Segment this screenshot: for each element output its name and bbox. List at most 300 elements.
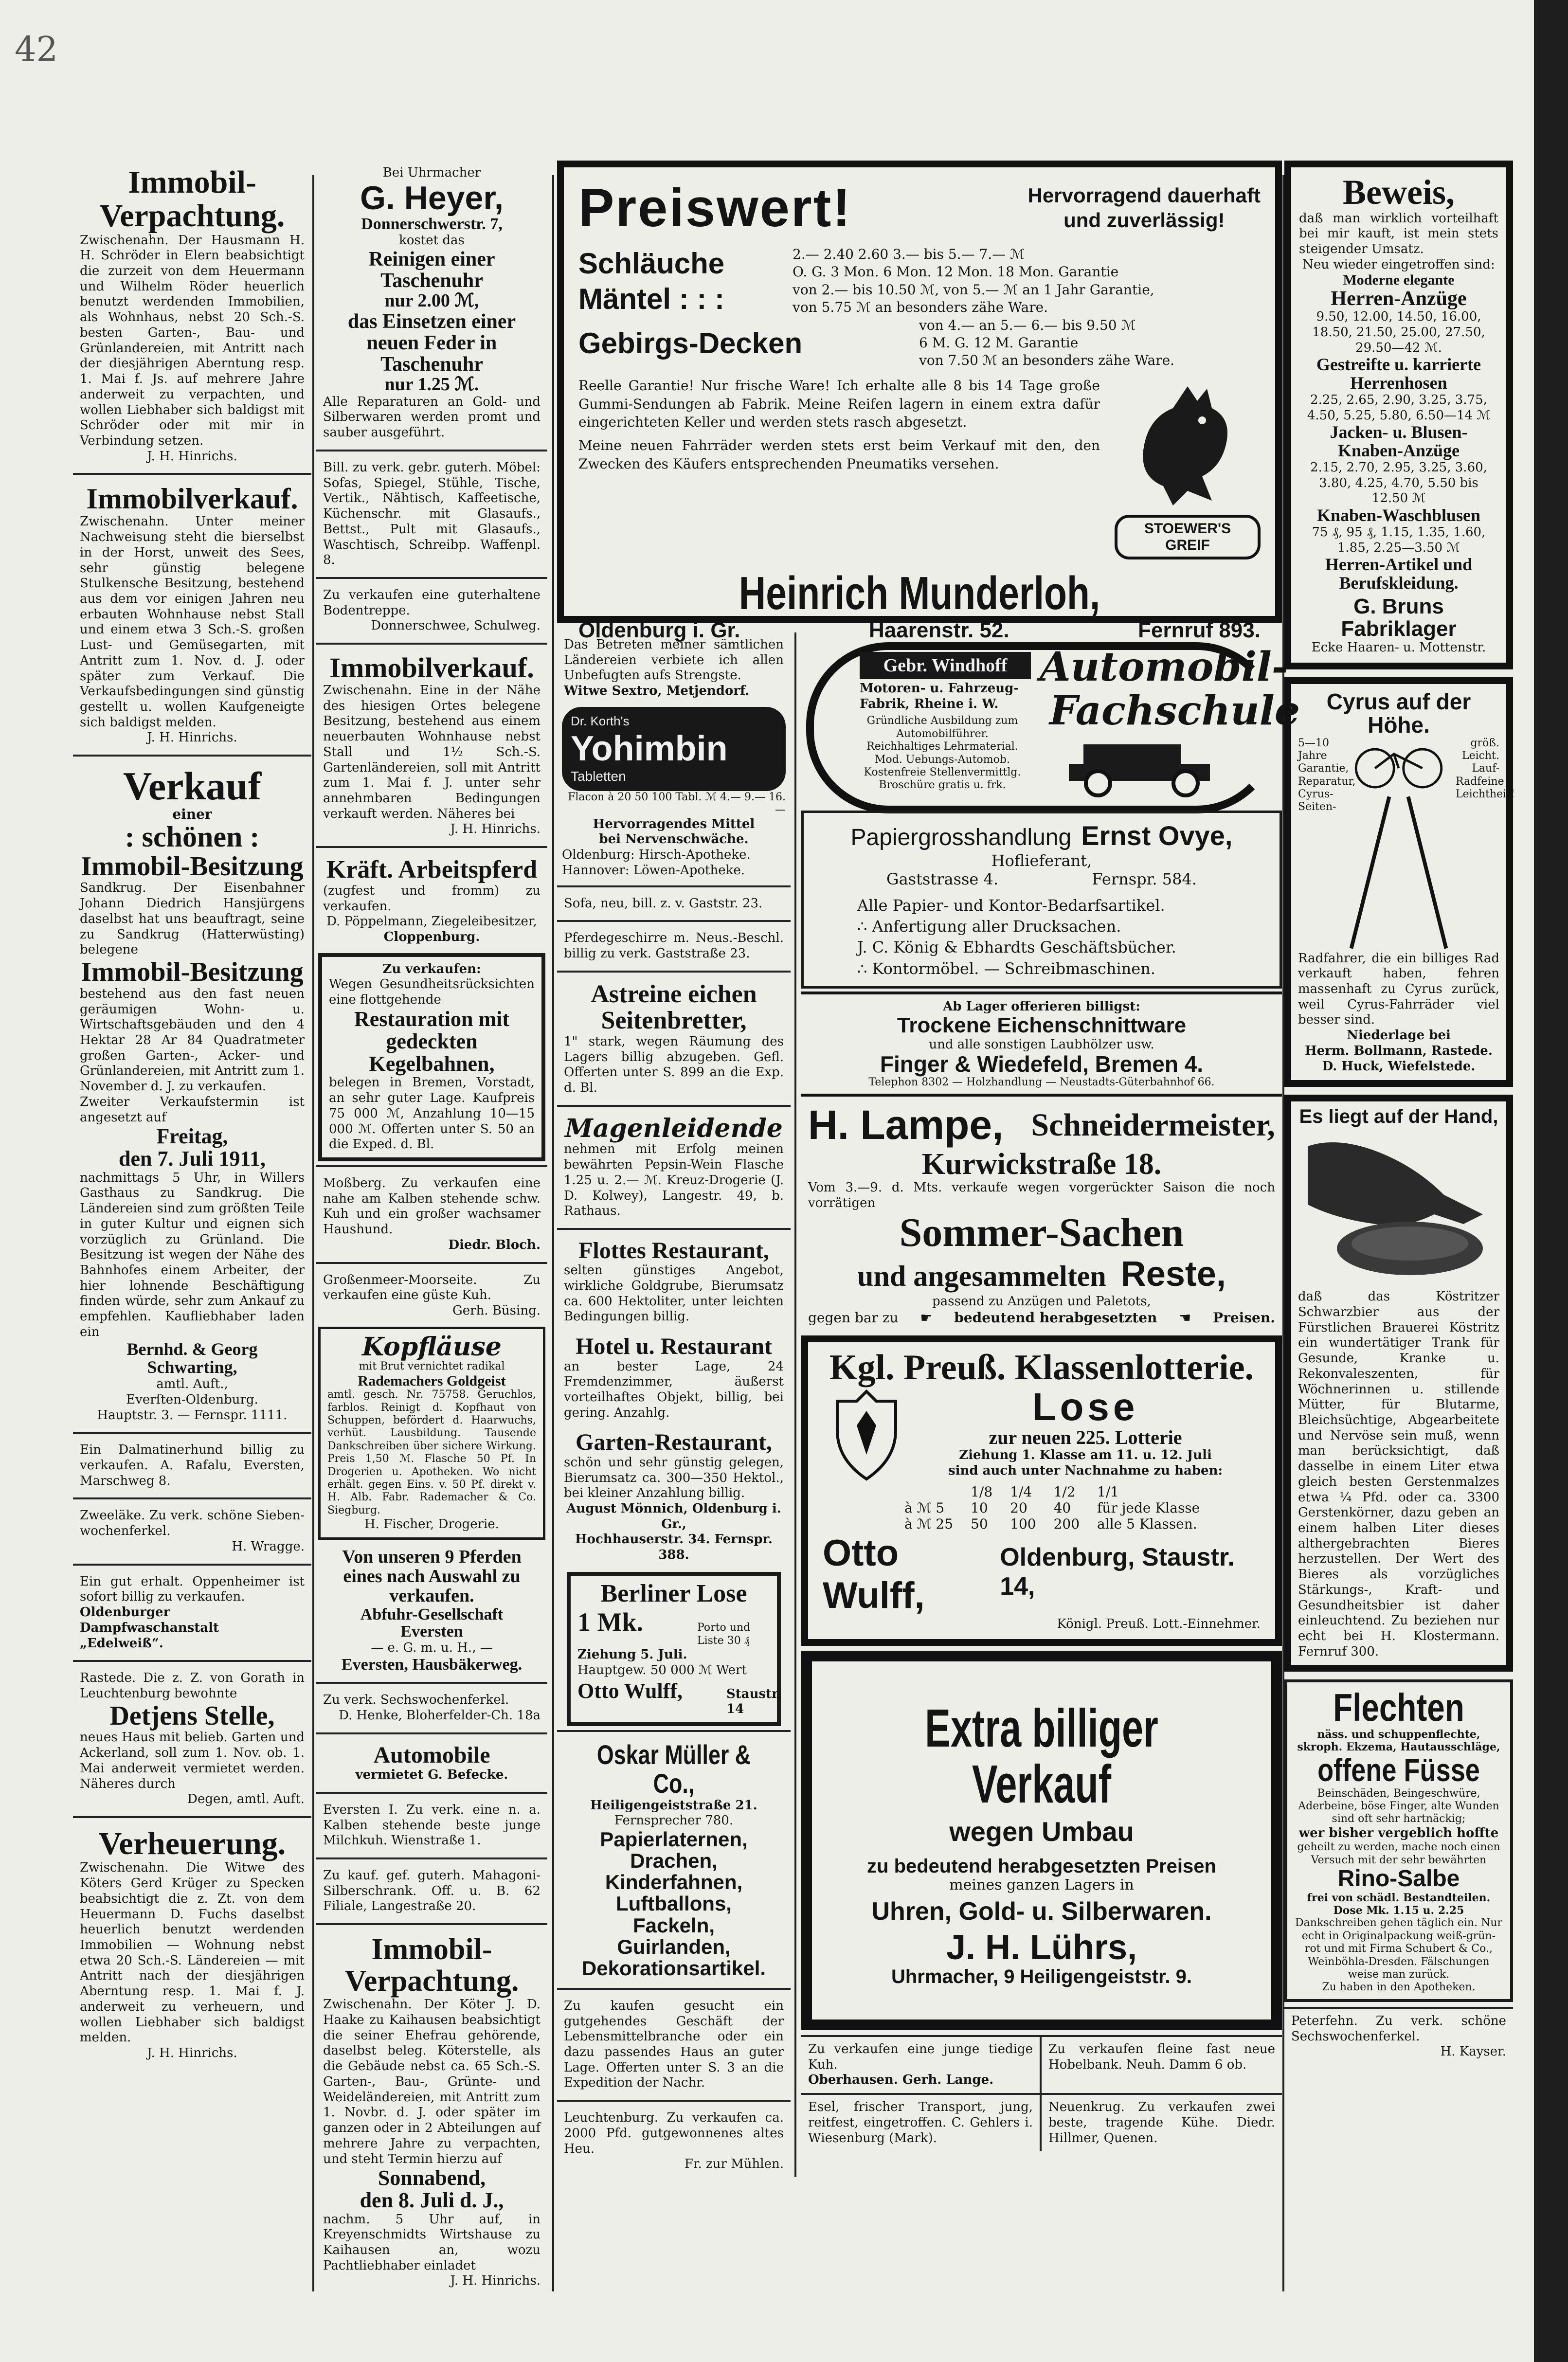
ad-date: Freitag, [156, 1124, 228, 1149]
ad-signature: Hochhauserstr. 34. Fernspr. 388. [575, 1532, 773, 1563]
ad-text: nehmen mit Erfolg meinen bewährten Pepsin-Wein Flasche 1.25 u. 2.— ℳ. Kreuz-Drogerie (J. D. Kolwey), Langestr. 49, b. Rathaus. [564, 1142, 784, 1219]
stoewer-logo [1115, 377, 1261, 559]
ad-date: den 8. Juli d. J., [360, 2188, 504, 2213]
ad-neuenkrug [1042, 2095, 1282, 2151]
ad-text: mit Brut vernichtet radikal [359, 1360, 505, 1373]
ad-oskar-mueller [557, 1736, 791, 1984]
ad-text: nachm. 5 Uhr auf, in Kreyenschmidts Wirtshause zu Kaihausen an, wozu Pachtliebhaber einladet [323, 2212, 541, 2273]
ad-street: Haarenstr. 52. [868, 618, 1009, 642]
ad-signature: Fr. zur Mühlen. [684, 2157, 784, 2172]
ad-immobil-verpachtung [73, 161, 311, 469]
ad-signature: D. Henke, Bloherfelder-Ch. 18a [339, 1708, 541, 1723]
ad-text: Hauptgew. 50 000 ℳ Wert [577, 1662, 747, 1677]
ad-signature: Cloppenburg. [383, 929, 480, 944]
ad-text: Reelle Garantie! Nur frische Ware! Ich erhalte alle 8 bis 14 Tage große Gummi-Sendungen ab Fabrik. Meine Reifen lagern in einem extra dafür eingerichteten Keller und werden stets rasch abgesetzt. [578, 377, 1100, 431]
ad-text: Telephon 8302 — Holzhandlung — Neustadts-Güterbahnhof 66. [868, 1076, 1215, 1088]
ad-ferkel [73, 1503, 311, 1559]
ad-finger-wiedefeld [801, 992, 1282, 1097]
row-terms: von 7.50 ℳ an besonders zähe Ware. [919, 352, 1175, 369]
ad-text: zur neuen 225. Lotterie [989, 1426, 1182, 1449]
ad-address: Kurwickstraße 18. [921, 1148, 1162, 1181]
ad-title: Extra billiger Verkauf [925, 1698, 1158, 1815]
ad-text: schön und sehr günstig gelegen, Bierumsatz ca. 300—350 Hektol., bei kleiner Anzahlung billig. [564, 1455, 784, 1501]
ad-text: Zu verkaufen fleine fast neue Hobelbank. Neuh. Damm 6 ob. [1048, 2041, 1275, 2072]
ad-text: Reste, [1120, 1254, 1226, 1294]
ad-subtitle: Lose [1032, 1385, 1139, 1429]
column-1 [73, 161, 311, 2066]
ad-ovye [801, 811, 1282, 989]
ad-verheuerung [73, 1822, 311, 2066]
ad-title: Immobilverkauf. [329, 652, 534, 684]
ad-text: passend zu Anzügen und Paletots, [932, 1294, 1151, 1309]
scan-edge [1534, 0, 1568, 2362]
prices: Flacon à 20 50 100 Tabl. ℳ 4.— 9.— 16.— [568, 791, 786, 816]
ad-rino-salbe [1284, 1679, 1513, 2002]
ad-pferdegeschirre [557, 926, 791, 966]
ad-kopflaeuse [318, 1327, 545, 1540]
pointing-hand-icon: ☚ [1179, 1309, 1191, 1326]
ad-text: bedeutend herabgesetzten [954, 1309, 1157, 1326]
ad-text: Zweeläke. Zu verk. schöne Sieben-wochenferkel. [80, 1508, 305, 1539]
table-cell-spacer [896, 1484, 962, 1500]
ad-title: Restauration mit gedeckten Kegelbahnen, [354, 1007, 509, 1076]
table-cell: alle 5 Klassen. [1097, 1516, 1197, 1533]
ad-text: Moßberg. Zu verkaufen eine nahe am Kalben stehende schw. Kuh und ein großer wachsamer Haushund. [323, 1175, 541, 1237]
ad-signature: Diedr. Bloch. [448, 1237, 541, 1252]
ad-text: Neuenkrug. Zu verkaufen zwei beste, tragende Kühe. Diedr. Hillmer, Quenen. [1048, 2100, 1275, 2146]
table-cell: à ℳ 5 [904, 1500, 945, 1516]
ad-text: Reinigen einer Taschenuhr [368, 248, 495, 292]
ad-verkauf-besitzung [73, 760, 311, 1428]
row-label: Mäntel : : : [578, 282, 724, 315]
ad-text: Zwischenahn. Eine in der Nähe des hiesigen Ortes belegene Besitzung, bestehend aus einem neuerbauten Wohnhause nebst Stall und 1½ Sch.-S. Gartenländereien, soll mit Antritt zum 1. Mai f. J. unter sehr annehmbaren Bedingungen verkauft werden. Näheres bei [323, 683, 541, 821]
ad-text: Zwischenahn. Der Köter J. D. Haake zu Kaihausen beabsichtigt die seiner Ehefrau gehörende, daselbst beleg. Köterstelle, als die Gebäude nebst ca. 65 Sch.-S. Garten-, Bau-, Grünte- und Weideländereien, mit Antritt zum 1. Novbr. d. J. oder später im ganzen oder in 2 Abteilungen auf mehrere Jahre zu verpachten, und steht Termin hierzu auf [323, 1997, 541, 2166]
table-header-cell: 1/4 [1010, 1484, 1032, 1500]
ad-phone: Fernruf 893. [1138, 618, 1261, 642]
ad-signature: Hauptstr. 3. — Fernspr. 1111. [97, 1407, 288, 1423]
ad-text: Gründliche Ausbildung zum Automobilführer. Reichhaltiges Lehrmaterial. Mod. Uebungs-Automob. Kostenfreie Stellenvermittlg. Broschüre gratis u. frk. [864, 715, 1021, 792]
ad-pre: Zu verkaufen: [382, 961, 481, 976]
ad-text: bei Nervenschwäche. [599, 832, 749, 847]
ad-title: Automobile [373, 1742, 490, 1768]
ad-city: Oldenburg i. Gr. [578, 618, 740, 642]
table-header-cell: 1/1 [1097, 1484, 1119, 1500]
ad-text: und angesammelten [857, 1260, 1106, 1292]
ad-subtitle: und zuverlässig! [1063, 208, 1225, 232]
ad-text: Rastede. Die z. Z. von Gorath in Leuchtenburg bewohnte [80, 1671, 305, 1701]
ad-text: Königl. Preuß. Lott.-Einnehmer. [1057, 1617, 1261, 1632]
column-3 [557, 161, 1300, 2177]
ad-subtitle: einer [172, 806, 212, 823]
ad-lampe [801, 1097, 1282, 1330]
ad-text: Herm. Bollmann, Rastede. [1305, 1043, 1493, 1058]
column-rule [312, 175, 314, 2291]
ad-windhoff [801, 632, 1300, 808]
ad-name: Ernst Ovye, [1081, 820, 1233, 851]
ad-address: Oldenburg, Staustr. 14, [1000, 1543, 1235, 1601]
subcolumn-left [557, 632, 796, 2177]
item-list [564, 1829, 784, 1979]
ad-title: Verkauf [123, 764, 261, 809]
product-sub: Tabletten [571, 768, 626, 784]
ad-text: näss. und schuppenflechte, skroph. Ekzema, Hautausschläge, [1297, 1728, 1500, 1753]
ad-text: Sofa, neu, bill. z. v. Gaststr. 23. [564, 896, 763, 911]
ad-garten [557, 1425, 791, 1568]
ad-magenleiden [557, 1111, 791, 1224]
brand: Dr. Korth's [571, 713, 630, 728]
ad-text: größ. Leicht. Lauf-Radfeine Leichtheit! [1456, 737, 1515, 801]
subcolumn-right [796, 632, 1300, 2177]
ad-munderloh [557, 161, 1282, 642]
column-4 [1284, 161, 1513, 2065]
list-item: Kinderfahnen, [605, 1871, 743, 1894]
row-label: Schläuche [578, 247, 725, 280]
ad-title: Trockene Eichenschnittware [897, 1013, 1187, 1038]
row-label: Gebirgs-Decken [578, 326, 803, 360]
ad-date: Sonnabend, [378, 2166, 486, 2190]
firm-name: Gebr. Windhoff [883, 655, 1008, 676]
ad-title: Flechten [1333, 1685, 1464, 1729]
ad-text: Neu wieder eingetroffen sind: [1302, 257, 1495, 272]
page-number: 42 [15, 29, 58, 69]
ad-prices: 2.25, 2.65, 2.90, 3.25, 3.75, 4.50, 5.25, 5.80, 6.50—14 ℳ [1307, 392, 1491, 423]
ad-text: Zwischenahn. Unter meiner Nachweisung steht die bierselbst in der Horst, unweit des Sees, sehr günstig belegene Stulkensche Besitzung, bestehend aus dem vor einigen Jahren neu erbauten Wohnhause nebst Stall und einem etwa 3 Sch.-S. großen Lust- und Gemüsegarten, mit Antritt zum 1. Nov. d. J. oder später zum Verkauf. Die Verkaufsbedingungen sind günstig gestellt u. wollen Kaufgeneigte sich baldigst melden. [80, 514, 305, 730]
ad-moebel [316, 455, 547, 573]
ad-prices: 9.50, 12.00, 14.50, 16.00, 18.50, 21.50, 25.00, 27.50, 29.50—42 ℳ. [1312, 309, 1485, 355]
ad-text: Niederlage bei [1347, 1028, 1451, 1043]
ad-lebensmittel [557, 1994, 791, 2096]
ad-subtitle: Immobil-Besitzung [81, 957, 304, 988]
list-item: Guirlanden, [617, 1935, 731, 1958]
ad-text: vermietet G. Befecke. [355, 1767, 508, 1783]
ad-kuh-oberhausen [801, 2037, 1042, 2093]
hand-with-grain-icon [1298, 1127, 1502, 1287]
ad-signature: J. H. Hinrichs. [147, 730, 237, 745]
ad-subtitle: offene Füsse [1317, 1752, 1480, 1788]
price: 1 Mk. [577, 1607, 643, 1637]
ad-text: Motoren- u. Fahrzeug- [860, 681, 1019, 696]
ad-prices: 75 ₰, 95 ₰, 1.15, 1.35, 1.60, 1.85, 2.25—3.50 ℳ [1312, 524, 1486, 555]
ad-title: Cyrus auf der Höhe. [1326, 688, 1471, 738]
ad-text: Zu kauf. gef. guterh. Mahagoni-Silberschrank. Off. u. B. 62 Filiale, Langestraße 20. [323, 1868, 541, 1914]
logo-text: STOEWER'S [1144, 520, 1231, 537]
row-terms: 6 M. G. 12 M. Garantie [919, 334, 1079, 351]
pointing-hand-icon: ☛ [920, 1309, 933, 1326]
ad-text: nachmittags 5 Uhr, in Willers Gasthaus zu Sandkrug. Die Ländereien sind zum größten Teile in guter Kultur und eignen sich vorzüglich zu Grünland. Die Besitzung ist wegen der Nähe des Bahnhofes einem Arbeiter, der hier lohnende Beschäftigung finden würde, sehr zum Ankauf zu empfehlen. Kaufliebhaber laden ein [80, 1170, 305, 1339]
ad-text: bestehend aus den fast neuen geräumigen Wohn- u. Wirtschaftsgebäuden und den 4 Hektar 28 Ar 84 Quadratmeter großen Garten-, Acker- und Grünlandereien, mit Antritt zum 1. November d. J. zu verkaufen. [80, 986, 305, 1094]
ad-signature: August Mönnich, Oldenburg i. Gr., [566, 1501, 781, 1532]
table-cell: 40 [1053, 1500, 1071, 1516]
ad-signature: Oldenburger Dampfwaschanstalt „Edelweiß“. [80, 1605, 219, 1651]
ad-text: Fabrik, Rheine i. W. [860, 696, 999, 711]
ad-text: Vom 3.—9. d. Mts. verkaufe wegen vorgerückter Saison die noch vorrätigen [808, 1180, 1275, 1210]
ad-text: Zu kaufen gesucht ein gutgehendes Geschäft der Lebensmittelbranche oder ein dazu passendes Haus an guter Lage. Offerten unter S. 3 an die Expedition der Nachr. [564, 1998, 784, 2091]
ad-prices: 2.15, 2.70, 2.95, 3.25, 3.60, 3.80, 4.25, 4.70, 5.50 bis 12.50 ℳ [1310, 460, 1487, 506]
ad-signature: J. H. Hinrichs. [450, 2273, 541, 2289]
ad-milchkuh [316, 1798, 547, 1854]
ad-text: amtl. gesch. Nr. 75758. Geruchlos, farblos. Reinigt d. Kopfhaut von Schuppen, befördert d. Haarwuchs, verhüt. Lausbildung. Tausende Dankschreiben über sichere Wirkung. Preis 1,50 ℳ. Flasche 50 Pf. In Drogerien u. Apotheken. Wo nicht erhält. gegen Eins. v. 50 Pf. direkt v. H. Alb. Fabr. Rademacher & Co. Siegburg. [327, 1388, 536, 1516]
ad-title: Immobilverkauf. [86, 483, 298, 515]
ad-text: wer bisher vergeblich hoffte [1298, 1825, 1499, 1840]
ad-text: Das Betreten meiner sämtlichen Ländereien verbiete ich allen Unbefugten aufs Strengste. [564, 637, 784, 683]
ad-signature: Oberhausen. Gerh. Lange. [808, 2073, 994, 2088]
ad-date: den 7. Juli 1911, [119, 1147, 266, 1171]
ad-berliner-lose [567, 1572, 781, 1726]
ad-title: Immobil-Verpachtung. [99, 164, 285, 234]
ad-oppenheimer [73, 1569, 311, 1657]
ad-subtitle: Herren-Artikel und Berufskleidung. [1325, 555, 1473, 593]
ad-title: Es liegt auf der Hand, [1299, 1106, 1498, 1128]
table-cell: 100 [1010, 1516, 1036, 1533]
ad-signature: Degen, amtl. Auft. [187, 1792, 305, 1807]
ad-koestritzer [1284, 1095, 1513, 1671]
ad-subtitle: Gestreifte u. karrierte Herrenhosen [1316, 355, 1481, 393]
ad-text: (zugfest und fromm) zu verkaufen. [323, 883, 541, 914]
product-name: Yohimbin [571, 729, 728, 768]
ad-text: Großenmeer-Moorseite. Zu verkaufen eine güste Kuh. [323, 1272, 541, 1303]
ad-text: Uhren, Gold- u. Silberwaren. [871, 1897, 1212, 1926]
ad-esel [801, 2095, 1042, 2151]
ad-text: Leuchtenburg. Zu verkaufen ca. 2000 Pfd. gutgewonnenes altes Heu. [564, 2110, 784, 2156]
ad-item: ∴ Anfertigung aller Drucksachen. [857, 917, 1121, 936]
ad-title: Magenleidende [565, 1113, 783, 1143]
ad-text: Zwischenahn. Die Witwe des Köters Gerd Krüger zu Specken beabsichtigt die z. Zt. von dem Heuermann D. Fuchs daselbst heuerlich benutzt werdenden Immobilien — Wohnung nebst etwa 20 Sch.-S. Ländereien — mit Antritt nach der diesjährigen Aberntung resp. 1. Mai f. J. anderweit zu verheuern, und wollen Liebhaber sich baldigst melden. [80, 1860, 305, 2045]
ad-text: Ziehung 5. Juli. [577, 1647, 687, 1662]
ad-signature: Donnerschwee, Schulweg. [371, 618, 541, 633]
ad-title: Garten-Restaurant, [576, 1429, 772, 1456]
ad-text: zu bedeutend herabgesetzten Preisen [867, 1855, 1216, 1877]
ad-text: Zu verk. Sechswochenferkel. [323, 1693, 509, 1708]
ad-subtitle: Immobil-Besitzung [81, 851, 304, 882]
ad-pferde [316, 1543, 547, 1678]
ad-text: Wegen Gesundheitsrücksichten eine flottgehende [329, 977, 535, 1008]
coat-of-arms-icon [823, 1387, 910, 1484]
ad-text: das Einsetzen einer neuen Feder in Taschenuhr [347, 310, 516, 376]
ad-immobilverkauf-2 [316, 649, 547, 842]
ad-trade: Schneidermeister, [1031, 1107, 1275, 1143]
ad-silberschrank [316, 1863, 547, 1919]
ad-immobil-verpachtung-2 [316, 1929, 547, 2294]
column-2 [316, 161, 547, 2294]
ad-text: belegen in Bremen, Vorstadt, an sehr guter Lage. Kaufpreis 75 000 ℳ, Anzahlung 10—15 000 ℳ. Offerten unter S. 50 an die Exped. d. Bl. [329, 1075, 535, 1152]
ad-text: Pferdegeschirre m. Neus.-Beschl. billig zu verk. Gaststraße 23. [564, 931, 784, 961]
ad-subtitle: Hervorragend dauerhaft [1027, 184, 1261, 207]
ad-item: ∴ Kontormöbel. — Schreibmaschinen. [857, 959, 1155, 978]
ad-text: Zu verkaufen eine guterhaltene Bodentreppe. [323, 587, 541, 618]
table-cell: à ℳ 25 [904, 1516, 954, 1533]
ad-luehrs [801, 1651, 1282, 2030]
ad-signature: amtl. Auft., [156, 1377, 228, 1392]
list-item: Drachen, [630, 1849, 718, 1873]
ad-text: Hannover: Löwen-Apotheke. [562, 863, 745, 878]
ad-signature: Bernhd. & Georg Schwarting, [126, 1339, 258, 1377]
ad-pre: Bei Uhrmacher [382, 165, 481, 180]
list-item: Fackeln, [632, 1913, 715, 1937]
ad-text: Meine neuen Fahrräder werden stets erst beim Verkauf mit den, den Zwecken des Käufers entsprechenden Pneumatiks versehen. [578, 437, 1100, 472]
ad-astreine [557, 976, 791, 1101]
ad-cyrus [1284, 677, 1513, 1087]
ad-text: Eversten I. Zu verk. eine n. a. Kalben stehende beste junge Milchkuh. Wienstraße 1. [323, 1802, 541, 1848]
ad-text: Radfahrer, die ein billiges Rad verkauft haben, fehren massenhaft zu Cyrus zurück, weil Cyrus-Fahrräder viel besser sind. [1298, 951, 1499, 1028]
ad-title: Preiswert! [578, 178, 852, 238]
ad-signature: H. Wragge. [232, 1539, 305, 1554]
ad-price: nur 2.00 ℳ, [384, 290, 479, 311]
ad-restauration-bremen [318, 953, 545, 1161]
ad-title: Berliner Lose [600, 1579, 747, 1607]
ad-title: Kopfläuse [362, 1332, 502, 1362]
ad-text: sind auch unter Nachnahme zu haben: [948, 1463, 1223, 1478]
table-header-cell: 1/8 [971, 1484, 993, 1500]
ad-signature: J. H. Hinrichs. [450, 822, 541, 837]
ad-text: Preisen. [1213, 1309, 1275, 1326]
row-values: 2.— 2.40 2.60 3.— bis 5.— 7.— ℳ [793, 246, 1025, 262]
ad-signature: Witwe Sextro, Metjendorf. [564, 684, 750, 699]
ad-title: Fachschule [1049, 687, 1300, 734]
ad-text: Zwischenahn. Der Hausmann H. H. Schröder in Elern beabsichtigt die zurzeit von dem Heuermann und Wilhelm Röder heuerlich benutzt werdenden Immobilien, als Wohnhaus, nebst 20 Sch.-S. besten Garten-, Bau- und Grünlandereien, mit Antritt nach der diesjährigen Aberntung resp. 1. Mai f. Js. auf mehrere Jahre anderweit zu verpachten, und wollen Liebhaber sich baldigst mit Schröder oder mit mir in Verbindung setzen. [80, 233, 305, 448]
ad-signature: Gerh. Büsing. [452, 1303, 541, 1318]
ad-subtitle: wegen Umbau [949, 1816, 1134, 1847]
ad-text: — e. G. m. u. H., — [371, 1640, 493, 1655]
ad-name: J. H. Lührs, [946, 1928, 1137, 1967]
ad-text: Hoflieferant, [991, 851, 1092, 870]
ad-title: Automobil- [1040, 644, 1288, 690]
ad-text: D. Huck, Wiefelstede. [1322, 1059, 1476, 1074]
ad-text: geheilt zu werden, mache noch einen Versuch mit der sehr bewährten [1297, 1841, 1500, 1866]
row-terms: von 5.75 ℳ an besonders zähe Ware. [793, 299, 1048, 316]
ad-name: H. Lampe, [808, 1102, 1004, 1148]
griffin-icon [1124, 377, 1251, 523]
ad-title: Kgl. Preuß. Klassenlotterie. [829, 1347, 1254, 1388]
ad-text: Hervorragendes Mittel [593, 816, 755, 831]
ad-leuchtenburg [557, 2106, 791, 2177]
table-cell: 20 [1010, 1500, 1027, 1516]
ad-signature: J. H. Hinrichs. [147, 2045, 237, 2060]
ad-heyer [316, 161, 547, 446]
row-values: von 4.— an 5.— 6.— bis 9.50 ℳ [919, 317, 1136, 333]
ad-text: und alle sonstigen Laubhölzer usw. [929, 1037, 1154, 1052]
table-cell: 200 [1053, 1516, 1080, 1533]
ad-name: Heinrich Munderloh, [739, 567, 1100, 619]
row-terms: O. G. 3 Mon. 6 Mon. 12 Mon. 18 Mon. Garantie [793, 264, 1119, 280]
ad-text: daß man wirklich vorteilhaft bei mir kauft, ist mein stets steigender Umsatz. [1299, 211, 1498, 257]
ad-text: Oldenburg: Hirsch-Apotheke. [562, 847, 751, 863]
ad-text: Eversten [400, 1623, 463, 1641]
ad-dalmatiner [73, 1438, 311, 1494]
ad-signature: H. Kayser. [1440, 2044, 1506, 2059]
ad-text: kostet das [399, 233, 465, 248]
ad-address: Donnerschwerstr. 7, [361, 215, 503, 234]
ad-bruns [1284, 161, 1513, 669]
list-item: Dekorationsartikel. [581, 1956, 766, 1980]
ad-text: Eversten, Hausbäkerweg. [341, 1655, 523, 1674]
ad-signature: D. Pöppelmann, Ziegeleibesitzer, [326, 914, 537, 929]
ad-text: 5—10 Jahre Garantie, Reparatur, Cyrus-Seiten- [1298, 737, 1356, 813]
ad-subtitle: Jacken- u. Blusen-Knaben-Anzüge [1330, 422, 1468, 461]
ad-address: Ecke Haaren- u. Mottenstr. [1311, 640, 1486, 655]
ad-klassenlotterie [801, 1335, 1282, 1646]
ad-text: Ein Dalmatinerhund billig zu verkaufen. A. Rafalu, Eversten, Marschweg 8. [80, 1442, 305, 1488]
ad-subtitle: Rademachers Goldgeist [358, 1372, 506, 1389]
table-cell: 10 [971, 1500, 988, 1516]
ad-text: Abfuhr-Gesellschaft [360, 1605, 504, 1623]
table-cell: für jede Klasse [1097, 1500, 1200, 1516]
ad-text: daß das Köstritzer Schwarzbier aus der Fürstlichen Brauerei Köstritz ein wundertätiger Trank für Gesunde, Kranke u. Rekonvaleszenten, für Wöchnerinnen u. stillende Mütter, für Blutarme, Bleichsüchtige, Abgearbeitete und Nervöse sein muß, wenn man berücksichtigt, daß dasselbe in einem Liter etwa gleich besten Gerstenmalzes etwa ¼ Pfd. oder ca. 3300 Gerstenkörner, dazu geben an einem halben Liter dieses althergebrachten Bieres herzustellen. Der Wert des Bieres als vorzügliches Stärkungs-, Kraft- und Gesundheitsbier ist daher einleuchtend. Zu beziehen nur echt bei H. Klostermann. Fernruf 300. [1298, 1289, 1499, 1659]
ad-name: Otto Wulff, [823, 1533, 925, 1617]
ad-title: Astreine eichen Seitenbretter, [591, 980, 757, 1035]
ad-text: selten günstiges Angebot, wirkliche Goldgrube, Bierumsatz ca. 600 Hektoliter, unter leichten Bedingungen billig. [564, 1263, 784, 1324]
ad-name: Finger & Wiedefeld, Bremen 4. [880, 1051, 1204, 1077]
ad-text: Alle Reparaturen an Gold- und Silberwaren werden promt und sauber ausgeführt. [323, 394, 541, 440]
ad-address: Gaststrasse 4. [886, 870, 999, 888]
ad-text: Peterfehn. Zu verk. schöne Sechswochenferkel. [1291, 2013, 1506, 2044]
ad-text: neues Haus mit belieb. Garten und Ackerland, soll zum 1. Nov. ob. 1. Mai anderweit vermietet werden. Näheres durch [80, 1730, 305, 1791]
table-header-cell: 1/2 [1053, 1484, 1076, 1500]
ad-peterfehn [1284, 2007, 1513, 2065]
ad-sechswochenferkel [316, 1688, 547, 1728]
ad-text: Dankschreiben gehen täglich ein. Nur echt in Originalpackung weiß-grün-rot und mit Firma Schubert & Co., Weinböhla-Dresden. Fälschungen weise man zurück. [1295, 1917, 1503, 1981]
ad-subtitle: Herren-Anzüge [1331, 287, 1467, 310]
ad-title: G. Heyer, [360, 179, 504, 216]
ad-title: Hotel u. Restaurant [576, 1334, 772, 1360]
ad-title: Immobil-Verpachtung. [344, 1933, 519, 1998]
ad-title: Detjens Stelle, [109, 1700, 275, 1731]
ad-text: an bester Lage, 24 Fremdenzimmer, äußerst vorteilhaftes Objekt, billig, bei gering. Anzahlg. [564, 1359, 784, 1420]
ad-bodentreppe [316, 583, 547, 639]
ad-grossenmeer [316, 1268, 547, 1324]
ad-text: Zu verkaufen eine junge tiedige Kuh. [808, 2041, 1033, 2072]
table-cell: 50 [971, 1516, 988, 1533]
ad-text: Zu haben in den Apotheken. [1322, 1981, 1476, 1994]
column-rule [552, 175, 554, 2291]
ad-item: Alle Papier- und Kontor-Bedarfsartikel. [857, 896, 1165, 915]
lotterie-price-table [896, 1484, 1208, 1532]
ad-text: Ein gut erhalt. Oppenheimer ist sofort billig zu verkaufen. [80, 1574, 305, 1605]
ad-title: Verheuerung. [98, 1826, 286, 1862]
ad-name: Oskar Müller & Co., [596, 1739, 751, 1799]
ad-detjens-stelle [73, 1666, 311, 1812]
ad-title: Flottes Restaurant, [578, 1237, 769, 1263]
ad-text: Esel, frischer Transport, jung, reitfest, eingetroffen. C. Gehlers i. Wiesenburg (Mark). [808, 2100, 1033, 2146]
ad-signature: J. H. Hinrichs. [147, 449, 237, 464]
ad-title: Von unseren 9 Pferden eines nach Auswahl zu verkaufen. [342, 1546, 522, 1606]
ad-text: gegen bar zu [808, 1309, 899, 1326]
ad-text: meines ganzen Lagers in [949, 1876, 1134, 1893]
ad-pre: Ab Lager offerieren billigst: [943, 999, 1140, 1014]
ad-title: Kräft. Arbeitspferd [326, 856, 538, 884]
ad-text: frei von schädl. Bestandteilen. Dose Mk. 1.15 u. 2.25 [1307, 1891, 1491, 1917]
ad-subtitle: Papiergrosshandlung [850, 825, 1072, 850]
ad-phone: Fernsprecher 780. [614, 1813, 734, 1828]
list-item: Papierlaternen, [600, 1828, 748, 1851]
bicycle-road-icon [1342, 737, 1456, 951]
ad-name: G. Bruns Fabriklager [1341, 594, 1457, 641]
ad-text: Beinschäden, Beingeschwüre, Aderbeine, böse Finger, alte Wunden sind oft sehr hartnäckig; [1298, 1787, 1499, 1825]
ad-text: Porto und Liste 30 ₰ [697, 1622, 751, 1647]
car-icon [1064, 739, 1220, 798]
list-item: Luftballons, [616, 1892, 732, 1915]
ad-title: Sommer-Sachen [899, 1209, 1184, 1255]
ad-mossberg [316, 1171, 547, 1258]
ad-arbeitspferd [316, 852, 547, 950]
ad-subtitle: Rino-Salbe [1337, 1866, 1460, 1892]
ad-title: Beweis, [1343, 173, 1455, 212]
ad-hotel [557, 1330, 791, 1425]
ad-text: 1" stark, wegen Räumung des Lagers billig abzugeben. Gefl. Offerten unter S. 899 an die Exp. d. Bl. [564, 1034, 784, 1096]
ad-text: Zweiter Verkaufstermin ist angesetzt auf [80, 1094, 305, 1125]
ad-text: Moderne elegante [1343, 272, 1455, 288]
ad-price: nur 1.25 ℳ. [384, 374, 479, 395]
ad-subtitle: Knaben-Waschblusen [1316, 505, 1481, 525]
